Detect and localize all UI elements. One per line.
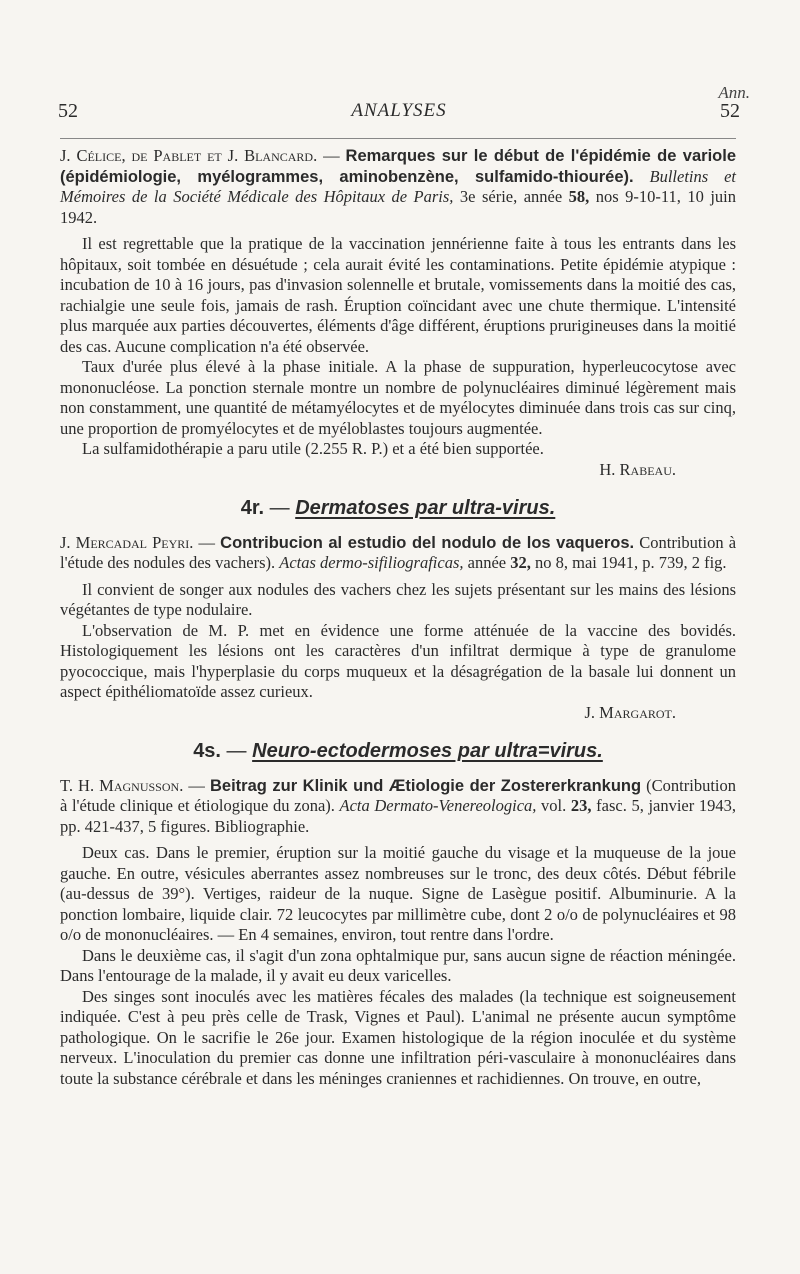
article-2-ref-mid: année [463, 553, 511, 572]
article-1-signature: H. Rabeau. [599, 459, 676, 479]
section-heading-4r [60, 498, 736, 519]
article-3-ref-end: fasc. 5, janvier 1943, pp. 421-437, 5 figures. Bibliographie. [60, 796, 736, 836]
article-3-paragraph-2: Dans le deuxième cas, il s'agit d'un zona ophtalmique pur, sans aucun signe de réaction méningée. Dans l'entourage de la malade, il y avait eu deux varicelles. [60, 945, 736, 985]
separator: — [317, 146, 346, 165]
separator: — [193, 532, 221, 552]
article-1-paragraph-2: Taux d'urée plus élevé à la phase initiale. A la phase de suppuration, hyperleucocytose avec mononucléose. La ponction sternale montre un nombre de polynucléaires diminué légèrement mais non constamment, une quantité de métamyélocytes et de myélocytes diminuée dans trois cas sur cinq, une proportion de promyélocytes et de myéloblastes toujours augmentée. [60, 357, 736, 438]
article-3-ref-mid: vol. [536, 796, 571, 815]
article-1-reference [60, 146, 736, 228]
article-3-journal: Acta Dermato-Venereologica, [339, 796, 537, 815]
separator: — [221, 740, 253, 762]
article-1-ref-end: nos 9-10-11, 10 juin 1942. [60, 187, 736, 227]
separator: — [183, 775, 210, 795]
article-1-journal: Bulletins et Mémoires de la Société Médicale des Hôpitaux de Paris, [60, 166, 736, 206]
section-number: 4s. [193, 740, 221, 762]
page-content [60, 146, 736, 1089]
article-2-paragraph-2: L'observation de M. P. met en évidence une forme atténuée de la vaccine des bovidés. Histologiquement les lésions ont les caractères d'un infiltrat dermique à type de granulome pyococcique, mais l'hyperplasie du corps muqueux et la désagrégation de la basale lui donnent un aspect épithéliomatoïde assez curieux. [60, 620, 736, 701]
article-3-reference [60, 776, 736, 838]
article-3-volume: 23, [570, 796, 592, 815]
article-1-title: Remarques sur le début de l'épidémie de variole (épidémiologie, myélogrammes, aminobenzène, sulfamido-thiourée). [60, 147, 736, 186]
article-2-ref-end: no 8, mai 1941, p. 739, 2 fig. [530, 553, 727, 572]
article-2-reference [60, 533, 736, 574]
article-3-paragraph-1: Deux cas. Dans le premier, éruption sur la moitié gauche du visage et la muqueuse de la joue gauche. En outre, vésicules aberrantes assez nombreuses sur le tronc, des deux côtés. Début fébrile (au-dessus de 39°). Vertiges, raideur de la nuque. Signe de Lasègue positif. Albuminurie. A la ponction lombaire, liquide clair. 72 leucocytes par millimètre cube, dont 2 o/o de polynucléaires et 98 o/o de mononucléaires. — En 4 semaines, environ, tout rentre dans l'ordre. [60, 843, 736, 944]
article-3-paragraph-3: Des singes sont inoculés avec les matières fécales des malades (la technique est soigneusement indiquée. C'est à peu près celle de Trask, Vignes et Paul). L'animal ne présente aucun symptôme pathologique. On le sacrifie le 26e jour. Examen histologique de la région inoculée et du système nerveux. L'inoculation du premier cas donne une infiltration péri-vasculaire à mononucléaires dans toute la substance cérébrale et dans les méninges craniennes et rachidiennes. On trouve, en outre, [60, 986, 736, 1088]
article-3-authors: T. H. Magnusson. [60, 775, 184, 795]
article-2-authors: J. Mercadal Peyri. [60, 532, 194, 552]
article-3-title: Beitrag zur Klinik und Ætiologie der Zostererkrankung [209, 776, 642, 795]
article-2-year: 32, [510, 553, 531, 572]
article-2-signature: J. Margarot. [584, 702, 676, 722]
section-number: 4r. [240, 497, 265, 519]
running-title: ANALYSES [351, 100, 447, 121]
header-rule [60, 138, 736, 139]
article-1-ref: 3e série, année [453, 187, 569, 206]
article-1-authors: J. Célice, de Pablet et J. Blancard. [60, 146, 318, 165]
article-1-year: 58, [568, 187, 590, 206]
section-title: Dermatoses par ultra-virus. [295, 497, 556, 519]
article-3-ref: (Contribution à l'étude clinique et étiologique du zona). [60, 775, 737, 815]
article-2-paragraph-1: Il convient de songer aux nodules des vachers chez les sujets présentant sur les mains des lésions végétantes de type nodulaire. [60, 579, 736, 619]
article-1-paragraph-3: La sulfamidothérapie a paru utile (2.255 R. P.) et a été bien supportée. [82, 439, 544, 458]
page-number-right: 52 [720, 100, 740, 122]
separator: — [264, 497, 296, 519]
article-2-ref: Contribution à l'étude des nodules des vachers). [60, 532, 737, 572]
page-number-left: 52 [58, 100, 78, 122]
page-header [58, 100, 740, 126]
article-2-journal: Actas dermo-sifiliograficas, [279, 553, 464, 572]
section-heading-4s [60, 741, 736, 762]
section-title: Neuro-ectodermoses par ultra=virus. [252, 740, 603, 762]
corner-annotation: Ann. [718, 83, 750, 102]
article-1-paragraph-1: Il est regrettable que la pratique de la vaccination jennérienne faite à tous les entrants dans les hôpitaux, soit tombée en désuétude ; cela aurait évité les contaminations. Petite épidémie atypique : incubation de 10 à 16 jours, pas d'invasion solennelle et brutale, vomissements dans la moitié des cas, rachialgie une seule fois, jamais de rash. Éruption coïncidant avec une chute thermique. L'intensité plus marquée aux parties découvertes, éléments d'âge différent, éruptions prurigineuses dans la moitié des cas. Aucune complication n'a été observée. [60, 234, 736, 356]
article-2-title: Contribucion al estudio del nodulo de los vaqueros. [220, 533, 635, 552]
